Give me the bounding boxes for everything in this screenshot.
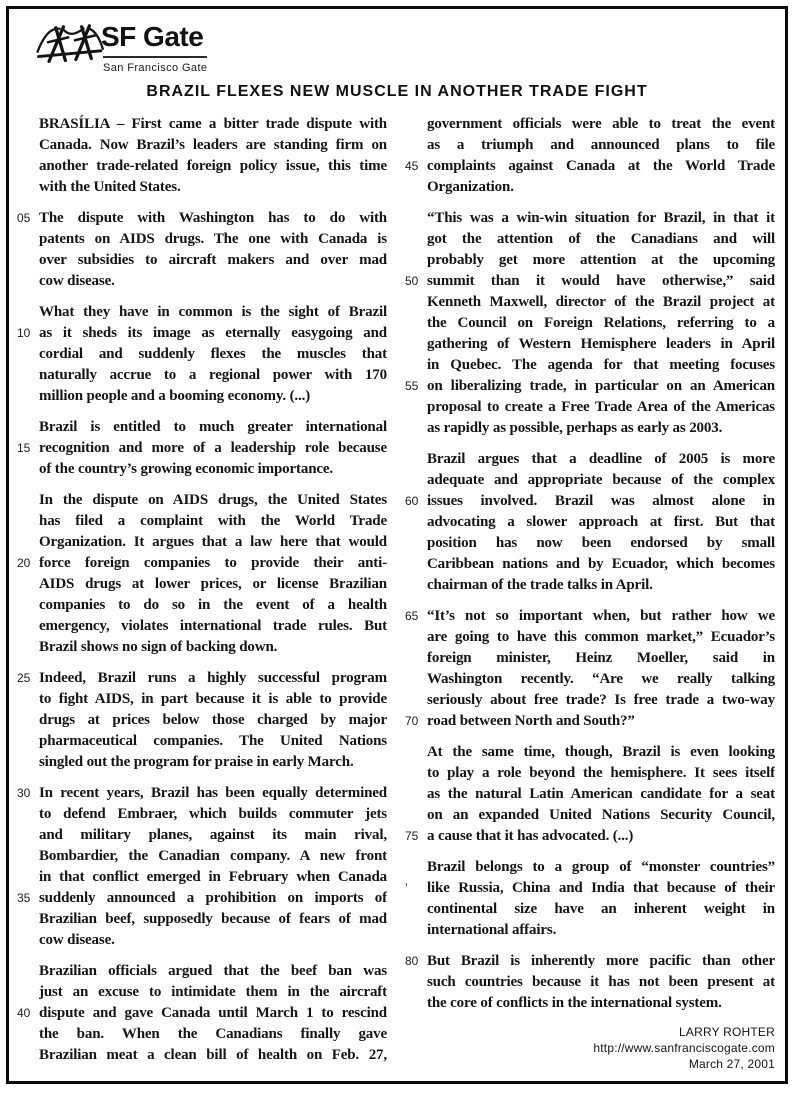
text-line: Caribbean nations and by Ecuador, which becomes [427,556,775,572]
text-line: of the country’s growing economic importance. [39,461,334,477]
text-line-row [403,669,775,690]
text-line: force foreign companies to provide their anti- [39,555,387,571]
line-number: 65 [405,609,419,623]
text-line-row [403,711,775,732]
text-line: The dispute with Washington has to do with [39,210,387,226]
text-line: Brazilian officials argued that the beef ban was [39,963,387,979]
column-right [403,114,775,1076]
text-line-row [403,878,775,899]
line-number: 75 [405,829,419,843]
line-number: 35 [17,891,31,905]
text-line: Canada. Now Brazil’s leaders are standing firm on [39,137,387,153]
text-line-row [403,784,775,805]
text-line-row [403,250,775,271]
text-line: to play a role beyond the hemisphere. It sees itself [427,765,775,781]
text-line: Organization. It argues that a law here that would [39,534,387,550]
text-line: proposal to create a Free Trade Area of the Americas [427,399,775,415]
paragraph [15,668,387,773]
sfgate-logo [35,22,785,74]
text-line-row [403,805,775,826]
line-number: 55 [405,379,419,393]
article-title: BRAZIL FLEXES NEW MUSCLE IN ANOTHER TRADE FIGHT [146,83,648,100]
text-line: Brazil belongs to a group of “monster countries” [427,859,775,875]
text-line-row [15,250,387,271]
text-line: Brazilian beef, supposedly because of fears of mad [39,911,387,927]
text-line: Organization. [427,179,514,195]
text-line: Brazilian meat a clean bill of health on Feb. 27, [39,1047,387,1063]
text-line: summit than it would have otherwise,” said [427,273,775,289]
text-line: are going to have this common market,” Ecuador’s [427,629,775,645]
byline-url: http://www.sanfranciscogate.com [593,1041,775,1055]
paragraph [403,114,775,198]
paragraph [403,742,775,847]
text-line-row [403,334,775,355]
text-line: gathering of Western Hemisphere leaders in April [427,336,775,352]
text-line: continental size have an inherent weight in [427,901,775,917]
byline [403,1024,775,1072]
text-line-row [403,156,775,177]
text-line: AIDS drugs at lower prices, or license Brazilian [39,576,387,592]
text-line-row [403,470,775,491]
line-number: 40 [17,1006,31,1020]
text-line-row [403,271,775,292]
text-line-row [15,553,387,574]
text-line-row [15,114,387,135]
text-line: Kenneth Maxwell, director of the Brazil project at [427,294,775,310]
text-line-row [15,961,387,982]
line-number: 45 [405,159,419,173]
line-number: 60 [405,494,419,508]
text-line: just an excuse to intimidate them in the aircraft [39,984,387,1000]
text-line-row [15,490,387,511]
text-line-row [15,229,387,250]
text-line-row [403,920,775,941]
text-line-row [403,355,775,376]
text-line: In recent years, Brazil has been equally determined [39,785,387,801]
text-line: BRASÍLIA – First came a bitter trade dispute with [39,116,387,132]
text-line-row [403,491,775,512]
text-line-row [15,135,387,156]
text-line-row [15,689,387,710]
text-line-row [403,533,775,554]
text-line-row [15,668,387,689]
text-line-row [15,323,387,344]
text-line-row [15,156,387,177]
text-line-row [15,365,387,386]
text-line: naturally accrue to a regional power with 170 [39,367,387,383]
text-line: as the natural Latin American candidate for a seat [427,786,775,802]
text-line-row [15,511,387,532]
logo-text [101,22,207,74]
text-line-row [15,459,387,480]
text-line-row [403,114,775,135]
logo-divider [103,56,207,58]
text-line-row [15,752,387,773]
text-line-row [403,648,775,669]
text-line: At the same time, though, Brazil is even looking [427,744,775,760]
text-line-row [15,595,387,616]
line-number: 25 [17,671,31,685]
text-line-row [403,763,775,784]
text-line: the Council on Foreign Relations, referring to a [427,315,775,331]
paragraph [15,417,387,480]
text-line: has filed a complaint with the World Trade [39,513,387,529]
text-line-row [403,993,775,1014]
text-line: companies to do so in the event of a health [39,597,387,613]
text-line: the ban. When the Canadians finally gave [39,1026,387,1042]
text-line-row [403,606,775,627]
text-line: What they have in common is the sight of Brazil [39,304,387,320]
text-line: suddenly announced a prohibition on imports of [39,890,387,906]
text-line-row [15,1024,387,1045]
text-line: another trade-related foreign policy issue, this time [39,158,387,174]
text-line: on liberalizing trade, in particular on an American [427,378,775,394]
text-line-row [403,292,775,313]
text-line: complaints against Canada at the World Trade [427,158,775,174]
text-line: seriously about free trade? Is free trade a two-way [427,692,775,708]
line-number: 50 [405,274,419,288]
text-line-row [403,742,775,763]
text-line: recognition and more of a leadership role because [39,440,387,456]
text-line: million people and a booming economy. (...) [39,388,311,404]
text-line: probably get more attention at the upcoming [427,252,775,268]
text-line-row [15,386,387,407]
line-number: 10 [17,326,31,340]
text-line: Brazil is entitled to much greater international [39,419,387,435]
logo-brand: SF Gate [101,21,204,52]
text-line: with the United States. [39,179,181,195]
text-line: the core of conflicts in the international system. [427,995,722,1011]
paragraph [15,783,387,951]
text-line: In the dispute on AIDS drugs, the United States [39,492,387,508]
text-line-row [403,899,775,920]
text-line: international affairs. [427,922,557,938]
text-line: issues involved. Brazil was almost alone in [427,493,775,509]
text-line: “This was a win-win situation for Brazil, in that it [427,210,775,226]
text-line: to fight AIDS, in part because it is able to provide [39,691,387,707]
column-left [15,114,387,1076]
text-line: in Quebec. The agenda for that meeting focuses [427,357,775,373]
paragraph [403,606,775,732]
text-line: patents on AIDS drugs. The one with Canada is [39,231,387,247]
text-line: foreign minister, Heinz Moeller, said in [427,650,775,666]
paragraph [403,208,775,439]
text-line-row [403,627,775,648]
text-line-row [15,888,387,909]
text-line: got the attention of the Canadians and will [427,231,775,247]
text-line: chairman of the trade talks in April. [427,577,653,593]
text-line: Washington recently. “Are we really talking [427,671,775,687]
paragraph [403,857,775,941]
byline-author: LARRY ROHTER [679,1025,775,1039]
text-line-row [15,846,387,867]
article-body [15,114,775,1076]
text-line: dispute and gave Canada until March 1 to rescind [39,1005,387,1021]
paragraph [15,490,387,658]
text-line-row [403,313,775,334]
text-line-row [15,1045,387,1066]
text-line: as a triumph and announced plans to file [427,137,775,153]
text-line-row [15,344,387,365]
text-line: But Brazil is inherently more pacific than other [427,953,775,969]
text-line-row [15,177,387,198]
paragraph [15,208,387,292]
line-number: 80 [405,954,419,968]
text-line-row [15,804,387,825]
paragraph [15,302,387,407]
text-line: and military planes, against its main rival, [39,827,387,843]
text-line: over subsidies to aircraft makers and over mad [39,252,387,268]
line-number: 20 [17,556,31,570]
text-line-row [403,397,775,418]
line-number: 05 [17,211,31,225]
line-number: ’ [405,881,408,895]
text-line-row [403,449,775,470]
text-line: cow disease. [39,932,115,948]
text-line-row [15,438,387,459]
text-line-row [403,857,775,878]
text-line: drugs at prices below those charged by major [39,712,387,728]
text-line: “It’s not so important when, but rather how we [427,608,775,624]
text-line: government officials were able to treat the event [427,116,775,132]
line-number: 70 [405,714,419,728]
text-line: Indeed, Brazil runs a highly successful program [39,670,387,686]
paragraph [403,951,775,1014]
text-line: cow disease. [39,273,115,289]
text-line-row [403,376,775,397]
text-line-row [403,208,775,229]
text-line: like Russia, China and India that because of their [427,880,775,896]
text-line: position has now been endorsed by small [427,535,775,551]
text-line-row [15,1003,387,1024]
text-line-row [15,731,387,752]
text-line-row [15,930,387,951]
text-line: adequate and appropriate because of the complex [427,472,775,488]
text-line: on an expanded United Nations Security Council, [427,807,775,823]
text-line-row [403,554,775,575]
text-line-row [403,418,775,439]
text-line-row [15,532,387,553]
text-line: Bombardier, the Canadian company. A new front [39,848,387,864]
text-line: to defend Embraer, which builds commuter jets [39,806,387,822]
paragraph [15,114,387,198]
text-line: Brazil shows no sign of backing down. [39,639,278,655]
text-line: as rapidly as possible, perhaps as early as 2003. [427,420,723,436]
text-line-row [403,972,775,993]
document-page [6,6,788,1084]
text-line-row [403,135,775,156]
logo-tagline: San Francisco Gate [103,62,208,74]
text-line-row [403,177,775,198]
text-line-row [15,271,387,292]
text-line-row [15,867,387,888]
text-line-row [15,710,387,731]
text-line: road between North and South?” [427,713,635,729]
text-line-row [15,616,387,637]
text-line-row [15,417,387,438]
text-line-row [15,302,387,323]
text-line-row [403,512,775,533]
text-line: singled out the program for praise in early March. [39,754,354,770]
text-line-row [15,637,387,658]
text-line-row [15,909,387,930]
line-number: 30 [17,786,31,800]
text-line: a cause that it has advocated. (...) [427,828,634,844]
text-line: as it sheds its image as eternally easygoing and [39,325,387,341]
text-line: Brazil argues that a deadline of 2005 is more [427,451,775,467]
text-line: such countries because it has not been present at [427,974,775,990]
text-line-row [15,982,387,1003]
text-line-row [403,951,775,972]
text-line: pharmaceutical companies. The United Nations [39,733,387,749]
text-line-row [403,690,775,711]
text-line-row [15,825,387,846]
text-line-row [403,229,775,250]
byline-date: March 27, 2001 [688,1057,775,1071]
text-line: in that conflict emerged in February when Canada [39,869,387,885]
text-line-row [15,783,387,804]
paragraph [403,449,775,596]
text-line-row [403,826,775,847]
text-line-row [15,574,387,595]
text-line-row [403,575,775,596]
line-number: 15 [17,441,31,455]
text-line: cordial and suddenly flexes the muscles that [39,346,387,362]
text-line: emergency, violates international trade rules. But [39,618,387,634]
paragraph [15,961,387,1066]
text-line-row [15,208,387,229]
text-line: advocating a slower approach at first. But that [427,514,775,530]
